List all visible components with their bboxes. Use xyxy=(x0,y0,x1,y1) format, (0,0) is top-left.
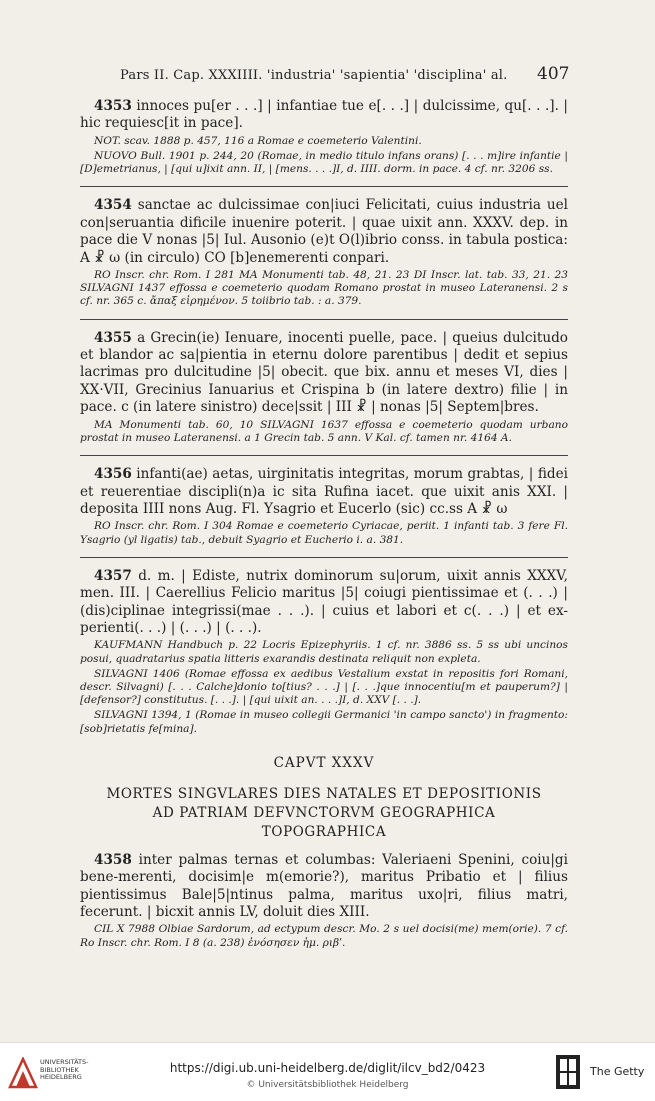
entry-text: sanctae ac dulcissimae con|iuci Felicitati, cuius industria uel con|seruantia dificile inuenire poterit. | quae uixit ann. XXXV. dep. in pace die V nonas |5| Iul. Ausonio (e)t O(l)ibrio conss. in tabula postica: A ☧ ω (in circulo) CO [b]enemerenti conpari. xyxy=(80,197,568,266)
getty-logo-icon xyxy=(556,1055,580,1089)
entry-number: 4354 xyxy=(94,197,132,214)
entry-commentary: NOT. scav. 1888 p. 457, 116 a Romae e coemeterio Valentini. xyxy=(94,134,422,147)
entry-text: d. m. | Ediste, nutrix dominorum su|orum, uixit annis XXXV, men. III. | Caerellius Felicio maritus |5| coiugi pientissimae et (. . .) | (dis)ciplinae integrissi(mae . . .). | cuius et labori et c(. . .) | et ex-perienti(. . .) | (. . .) | (. . .). xyxy=(80,567,568,636)
inscription-entry-4353 xyxy=(80,98,568,176)
divider xyxy=(80,186,568,187)
inscription-entry-4358 xyxy=(80,852,568,950)
copyright-notice: © Universitätsbibliothek Heidelberg xyxy=(246,1080,409,1090)
entry-commentary: NUOVO Bull. 1901 p. 244, 20 (Romae, in medio titulo infans orans) [. . . m]ire infantie | [D]emetrianus, | [qui u]ixit ann. II, | [mens. . . .]I, d. IIII. dorm. in pace. 4 cf. nr. 3206 ss. xyxy=(80,150,568,176)
entry-number: 4357 xyxy=(94,567,132,584)
page-number: 407 xyxy=(537,64,570,84)
inscription-entry-4357 xyxy=(80,568,568,736)
page-content xyxy=(80,98,568,950)
entry-commentary: SILVAGNI 1406 (Romae effossa ex aedibus Vestalium exstat in repositis fori Romani, descr. Silvagni) [. . . Calche]donio to[tius? . . .] | [. . .]que innocentiu[m et pauperum?] | [defensor?] constitutus. [. . .]. | [qui uixit an. . . .]I, d. XXV [. . .]. xyxy=(80,667,568,707)
entry-number: 4353 xyxy=(94,98,132,114)
entry-commentary: RO Inscr. chr. Rom. I 281 MA Monumenti tab. 48, 21. 23 DI Inscr. lat. tab. 33, 21. 23 SILVAGNI 1437 effossa e coemeterio quodam Romano prostat in museo Lateranensi. 2 s cf. nr. 365 c. ἄπαξ εἰρημένον. 5 toiibrio tab. : a. 379. xyxy=(80,269,568,308)
permalink-url[interactable]: https://digi.ub.uni-heidelberg.de/diglit/ilcv_bd2/0423 xyxy=(169,1061,486,1075)
chapter-heading xyxy=(80,754,568,842)
chapter-title-line: TOPOGRAPHICA xyxy=(261,823,387,840)
chapter-label: CAPVT XXXV xyxy=(273,754,375,771)
entry-text: inter palmas ternas et columbas: Valeriaeni Spenini, coiu|gi bene-merenti, docisim|e m(emorie?), maritus Pribatio et | filius pientissimus Bale|5|ntinus palma, maritus uxo|ri, filius matri, fecerunt. | bicxit annis LV, doluit dies XIII. xyxy=(80,851,568,920)
entry-commentary: KAUFMANN Handbuch p. 22 Locris Epizephyriis. 1 cf. nr. 3886 ss. 5 ss ubi uncinos posui, quadratarius spatia litteris exarandis destinata reliquit non expleta. xyxy=(80,639,568,665)
inscription-entry-4355 xyxy=(80,330,568,445)
entry-commentary: CIL X 7988 Olbiae Sardorum, ad ectypum descr. Mo. 2 s uel docisi(me) mem(orie). 7 cf. Ro Inscr. chr. Rom. I 8 (a. 238) ἐνόσησεν ἡμ. ριβʹ. xyxy=(80,923,568,949)
header-title: Pars II. Cap. XXXIIII. 'industria' 'sapientia' 'disciplina' al. xyxy=(120,68,508,83)
getty-label: The Getty xyxy=(590,1065,645,1078)
entry-text: innoces pu[er . . .] | infantiae tue e[. . .] | dulcissime, qu[. . .]. | hic requiesc[it in pace]. xyxy=(80,98,568,132)
entry-commentary: RO Inscr. chr. Rom. I 304 Romae e coemeterio Cyriacae, periit. 1 infanti tab. 3 fere Fl. Ysagrio (yl ligatis) tab., debuit Syagrio et Eucherio i. a. 381. xyxy=(80,520,568,546)
library-name: UNIVERSITÄTS- BIBLIOTHEK HEIDELBERG xyxy=(40,1058,89,1081)
viewer-footer xyxy=(0,1042,655,1101)
divider xyxy=(80,455,568,456)
entry-commentary: MA Monumenti tab. 60, 10 SILVAGNI 1637 effossa e coemeterio quodam urbano prostat in museo Lateranensi. a 1 Grecin tab. 5 ann. V Kal. cf. tamen nr. 4164 A. xyxy=(80,418,568,444)
entry-commentary: SILVAGNI 1394, 1 (Romae in museo collegii Germanici 'in campo sancto') in fragmento: [sob]rietatis fe[mina]. xyxy=(80,709,568,735)
running-header xyxy=(0,62,655,92)
inscription-entry-4356 xyxy=(80,466,568,547)
entry-text: infanti(ae) aetas, uirginitatis integritas, morum grabtas, | fidei et reuerentiae discipli(n)a ic sita Rufina iacet. que uixit anis XXI. | deposita IIII nons Aug. Fl. Ysagrio et Eucerlo (sic) cc.ss A ☧ ω xyxy=(80,466,568,517)
entry-text: a Grecin(ie) Ienuare, inocenti puelle, pace. | queius dulcitudo et blandor ac sa|pientia in eternu dolore parentibus | dedit et sepius lacrimas pro dulcitudine |5| obecit. que bix. annu et meses VI, dies | XX·VII, Grecinius Ianuarius et Crispina b (in latere dextro) filie | in pace. c (in latere sinistro) dece|ssit | III ☧ | nonas |5| Septem|bres. xyxy=(80,329,568,416)
chapter-title-line: MORTES SINGVLARES DIES NATALES ET DEPOSITIONIS xyxy=(106,785,542,802)
chapter-title-line: AD PATRIAM DEFVNCTORVM GEOGRAPHICA xyxy=(152,804,496,821)
entry-number: 4356 xyxy=(94,466,132,483)
divider xyxy=(80,557,568,558)
inscription-entry-4354 xyxy=(80,197,568,308)
divider xyxy=(80,319,568,320)
entry-number: 4355 xyxy=(94,329,132,346)
entry-number: 4358 xyxy=(94,851,132,868)
